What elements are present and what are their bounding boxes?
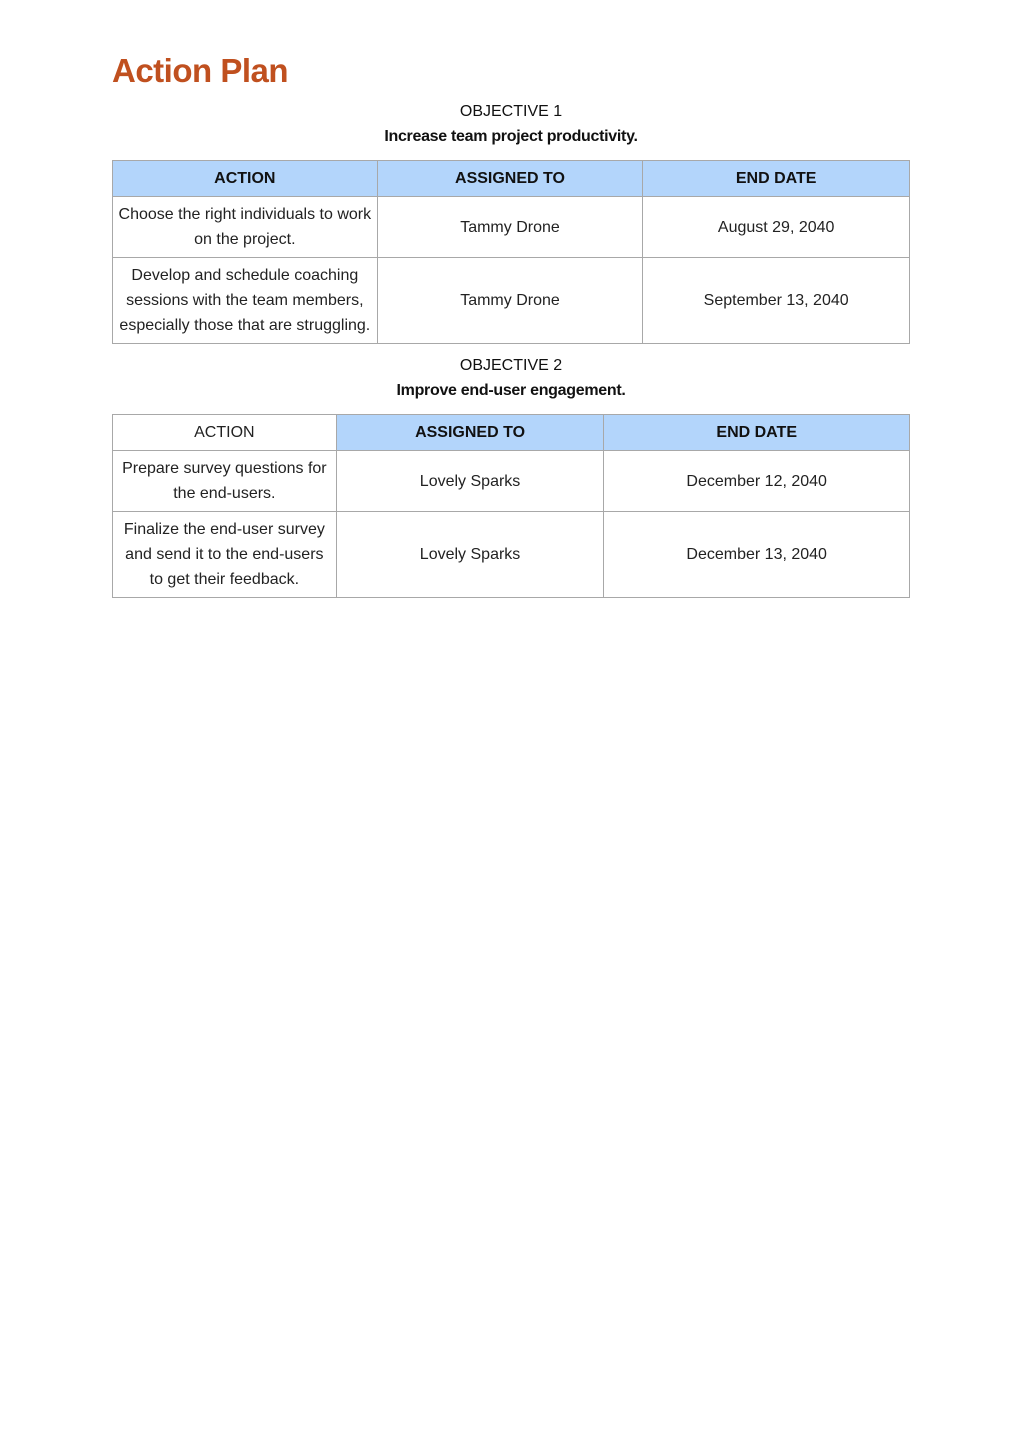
header-assigned-to: ASSIGNED TO xyxy=(336,415,604,451)
objective-2-heading xyxy=(112,353,910,403)
header-action: ACTION xyxy=(113,415,337,451)
objective-label: OBJECTIVE 2 xyxy=(459,357,563,374)
assignee-cell: Tammy Drone xyxy=(377,197,643,258)
objective-description: Improve end-user engagement. xyxy=(396,382,626,399)
table-row xyxy=(113,258,910,344)
table-row xyxy=(113,451,910,512)
header-end-date: END DATE xyxy=(643,161,910,197)
table-header-row xyxy=(113,415,910,451)
end-date-cell: August 29, 2040 xyxy=(643,197,910,258)
objective-1-heading xyxy=(112,99,910,149)
action-cell: Develop and schedule coaching sessions with the team members, especially those that are struggling. xyxy=(113,258,378,344)
action-cell: Prepare survey questions for the end-users. xyxy=(113,451,337,512)
assignee-cell: Tammy Drone xyxy=(377,258,643,344)
header-action: ACTION xyxy=(113,161,378,197)
objective-2-table xyxy=(112,414,910,598)
objective-description: Increase team project productivity. xyxy=(384,128,638,145)
page-title: Action Plan xyxy=(112,52,289,89)
objective-1-table xyxy=(112,160,910,344)
table-row xyxy=(113,197,910,258)
action-cell: Choose the right individuals to work on the project. xyxy=(113,197,378,258)
header-end-date: END DATE xyxy=(604,415,910,451)
end-date-cell: September 13, 2040 xyxy=(643,258,910,344)
end-date-cell: December 13, 2040 xyxy=(604,512,910,598)
header-assigned-to: ASSIGNED TO xyxy=(377,161,643,197)
table-header-row xyxy=(113,161,910,197)
assignee-cell: Lovely Sparks xyxy=(336,512,604,598)
assignee-cell: Lovely Sparks xyxy=(336,451,604,512)
end-date-cell: December 12, 2040 xyxy=(604,451,910,512)
action-cell: Finalize the end-user survey and send it to the end-users to get their feedback. xyxy=(113,512,337,598)
table-row xyxy=(113,512,910,598)
objective-label: OBJECTIVE 1 xyxy=(459,103,563,120)
